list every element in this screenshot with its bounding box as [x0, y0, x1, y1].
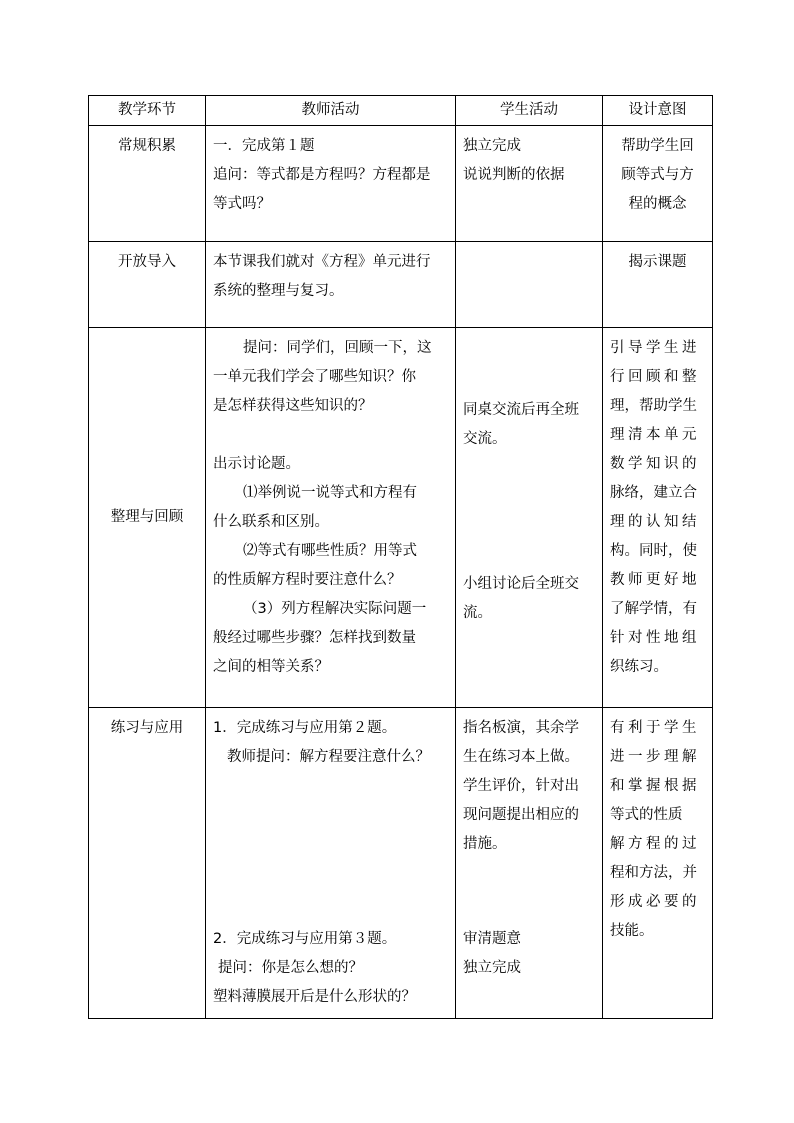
teacher-line: 之间的相等关系？: [213, 659, 329, 675]
student-cell: [456, 328, 603, 708]
teacher-line: 般经过哪些步骤？怎样找到数量: [213, 630, 416, 646]
intent-line: 脉络，建立合: [610, 485, 697, 501]
stage-cell: 常规积累: [89, 126, 206, 242]
intent-line: 了解学情，有: [610, 601, 697, 617]
intent-cell: [603, 708, 713, 1019]
student-line: 独立完成: [463, 960, 521, 976]
teacher-line: 一单元我们学会了哪些知识？你: [213, 369, 416, 385]
intent-line: 解方程的过: [610, 836, 700, 852]
intent-line: 程和方法，并: [610, 865, 697, 881]
intent-line: 引导学生进: [610, 340, 700, 356]
intent-line: 帮助学生回: [621, 138, 694, 154]
intent-line: 有利于学生: [610, 720, 700, 736]
teacher-line: （3）列方程解决实际问题一: [243, 601, 427, 617]
intent-line: 技能。: [610, 923, 654, 939]
teacher-line: 本节课我们就对《方程》单元进行: [213, 254, 431, 270]
table-row: [89, 126, 713, 242]
intent-line: 程的概念: [628, 196, 687, 212]
teacher-line: 提问：同学们，回顾一下，这: [243, 340, 432, 356]
teacher-line: 的性质解方程时要注意什么？: [213, 572, 402, 588]
teacher-line: 是怎样获得这些知识的？: [213, 398, 373, 414]
lesson-plan-table: [88, 95, 713, 1019]
header-stage: 教学环节: [89, 96, 206, 126]
teacher-cell: [206, 708, 456, 1019]
table-row: [89, 242, 713, 328]
student-cell: [456, 126, 603, 242]
student-line: 现问题提出相应的: [463, 807, 579, 823]
teacher-line: ⑴举例说一说等式和方程有: [243, 485, 417, 501]
stage-cell: 练习与应用: [89, 708, 206, 1019]
student-cell: [456, 242, 603, 328]
teacher-line: 出示讨论题。: [213, 456, 300, 472]
intent-line: 教师更好地: [610, 572, 700, 588]
intent-line: 理的认知结: [610, 514, 700, 530]
stage-cell: 开放导入: [89, 242, 206, 328]
student-line: 独立完成: [463, 138, 521, 154]
student-line: 措施。: [463, 836, 507, 852]
intent-line: 形成必要的: [610, 894, 700, 910]
stage-cell: 整理与回顾: [89, 328, 206, 708]
intent-line: 数学知识的: [610, 456, 700, 472]
intent-line: 针对性地组: [610, 630, 700, 646]
teacher-line: 2．完成练习与应用第３题。: [213, 931, 397, 947]
student-line: 审清题意: [463, 931, 521, 947]
teacher-line: 什么联系和区别。: [213, 514, 329, 530]
teacher-line: 一．完成第１题: [213, 138, 315, 154]
intent-cell: [603, 126, 713, 242]
student-line: 生在练习本上做。: [463, 749, 579, 765]
teacher-line: 教师提问：解方程要注意什么？: [227, 749, 430, 765]
intent-line: 和掌握根据: [610, 778, 700, 794]
student-line: 流。: [463, 605, 492, 621]
intent-line: 理，帮助学生: [610, 398, 697, 414]
student-line: 同桌交流后再全班: [463, 402, 579, 418]
intent-cell: [603, 328, 713, 708]
student-line: 交流。: [463, 431, 507, 447]
header-intent: 设计意图: [603, 96, 713, 126]
table-row: [89, 708, 713, 1019]
teacher-cell: [206, 126, 456, 242]
intent-cell: [603, 242, 713, 328]
teacher-cell: [206, 242, 456, 328]
intent-line: 织练习。: [610, 659, 668, 675]
student-cell: [456, 708, 603, 1019]
intent-line: 构。同时，使: [610, 543, 697, 559]
teacher-line: 提问：你是怎么想的？: [218, 960, 363, 976]
teacher-line: 1．完成练习与应用第２题。: [213, 720, 397, 736]
student-line: 小组讨论后全班交: [463, 576, 579, 592]
teacher-line: 塑料薄膜展开后是什么形状的？: [213, 989, 416, 1005]
header-row: [89, 96, 713, 126]
intent-line: 行回顾和整: [610, 369, 700, 385]
intent-line: 揭示课题: [628, 254, 687, 270]
teacher-line: ⑵等式有哪些性质？用等式: [243, 543, 417, 559]
table-row: [89, 328, 713, 708]
intent-line: 理清本单元: [610, 427, 700, 443]
teacher-cell: [206, 328, 456, 708]
header-teacher: 教师活动: [206, 96, 456, 126]
intent-line: 进一步理解: [610, 749, 700, 765]
student-line: 说说判断的依据: [463, 167, 565, 183]
teacher-line: 系统的整理与复习。: [213, 283, 344, 299]
teacher-line: 等式吗？: [213, 196, 271, 212]
teacher-line: 追问：等式都是方程吗？方程都是: [213, 167, 431, 183]
header-student: 学生活动: [456, 96, 603, 126]
student-line: 指名板演，其余学: [463, 720, 579, 736]
intent-line: 顾等式与方: [621, 167, 694, 183]
intent-line: 等式的性质: [610, 807, 683, 823]
student-line: 学生评价，针对出: [463, 778, 579, 794]
